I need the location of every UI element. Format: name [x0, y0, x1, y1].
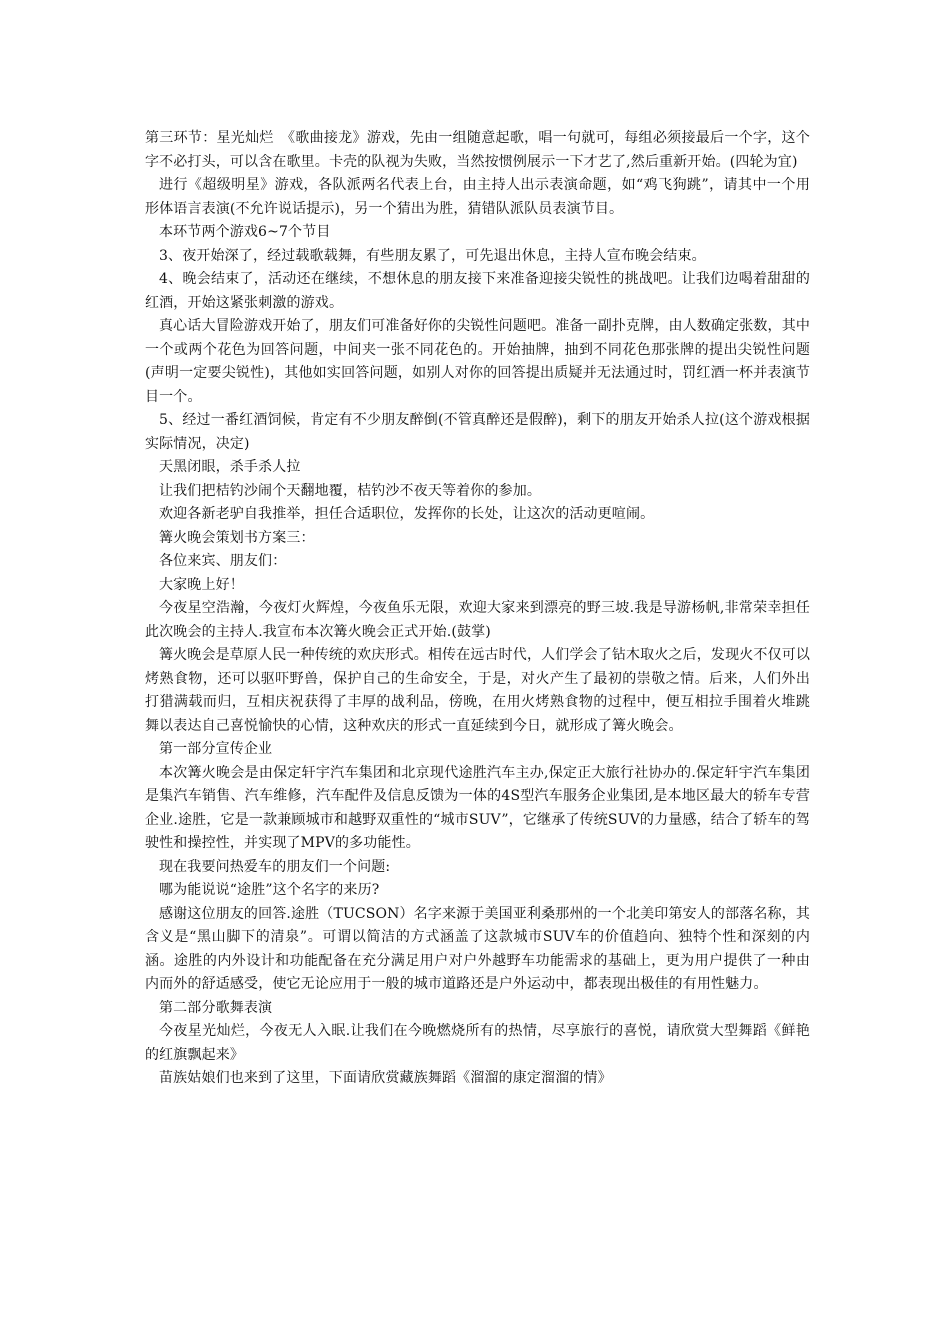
- paragraph: 5、经过一番红酒饲候，肯定有不少朋友醉倒(不管真醉还是假醉)，剩下的朋友开始杀人拉(这个游戏根据实际情况，决定): [145, 412, 810, 452]
- paragraph: 今夜星空浩瀚，今夜灯火辉煌，今夜鱼乐无限，欢迎大家来到漂亮的野三坡.我是导游杨帆,非常荣幸担任此次晚会的主持人.我宣布本次篝火晚会正式开始.(鼓掌): [145, 600, 810, 640]
- paragraph: 让我们把桔钓沙闹个天翻地覆，桔钓沙不夜天等着你的参加。: [159, 482, 542, 499]
- paragraph: 篝火晚会是草原人民一种传统的欢庆形式。相传在远古时代，人们学会了钻木取火之后，发现火不仅可以烤熟食物，还可以驱吓野兽，保护自己的生命安全，于是，对火产生了最初的崇敬之情。后来，人们外出打猎满载而归，互相庆祝获得了丰厚的战利品，傍晚，在用火烤熟食物的过程中，便互相拉手围着火堆跳舞以表达自己喜悦愉快的心情，这种欢庆的形式一直延续到今日，就形成了篝火晚会。: [145, 647, 810, 734]
- paragraph: 4、晚会结束了，活动还在继续，不想休息的朋友接下来准备迎接尖锐性的挑战吧。让我们边喝着甜甜的红酒，开始这紧张刺激的游戏。: [145, 271, 810, 311]
- paragraph: 哪为能说说“途胜”这个名字的来历?: [159, 882, 380, 898]
- section-heading: 第二部分歌舞表演: [159, 999, 273, 1016]
- section-heading: 第一部分宣传企业: [159, 741, 273, 757]
- salutation: 各位来宾、朋友们：: [159, 553, 287, 569]
- paragraph: 苗族姑娘们也来到了这里，下面请欣赏藏族舞蹈《溜溜的康定溜溜的情》: [159, 1070, 612, 1086]
- paragraph: 本次篝火晚会是由保定轩宇汽车集团和北京现代途胜汽车主办,保定正大旅行社协办的.保定轩宇汽车集团是集汽车销售、汽车维修，汽车配件及信息反馈为一体的4S型汽车服务企业集团,是本地区最大的轿车专营企业.途胜，它是一款兼顾城市和越野双重性的“城市SUV”，它继承了传统SUV的力量感，结合了轿车的驾驶性和操控性，并实现了MPV的多功能性。: [145, 764, 810, 851]
- paragraph: 第三环节：星光灿烂 《歌曲接龙》游戏，先由一组随意起歌，唱一句就可，每组必须接最后一个字，这个字不必打头，可以含在歌里。卡壳的队视为失败，当然按惯例展示一下才艺了,然后重新开始。(四轮为宜): [145, 130, 810, 170]
- paragraph: 天黑闭眼，杀手杀人拉: [159, 459, 301, 475]
- paragraph: 感谢这位朋友的回答.途胜（TUCSON）名字来源于美国亚利桑那州的一个北美印第安人的部落名称，其含义是“黑山脚下的清泉”。可谓以简洁的方式涵盖了这款城市SUV车的价值趋向、独特个性和深刻的内涵。途胜的内外设计和功能配备在充分满足用户对户外越野车功能需求的基础上，更为用户提供了一种由内而外的舒适感受，使它无论应用于一般的城市道路还是户外运动中，都表现出极佳的有用性魅力。: [145, 905, 810, 992]
- section-heading: 篝火晚会策划书方案三：: [159, 529, 315, 546]
- paragraph: 本环节两个游戏6~7个节目: [159, 224, 331, 240]
- greeting: 大家晚上好！: [159, 576, 244, 593]
- paragraph: 进行《超级明星》游戏，各队派两名代表上台，由主持人出示表演命题，如“鸡飞狗跳”，请其中一个用形体语言表演(不允许说话提示)，另一个猜出为胜，猜错队派队员表演节目。: [145, 177, 810, 217]
- paragraph: 现在我要问热爱车的朋友们一个问题:: [159, 858, 391, 875]
- document-body: [145, 127, 810, 1091]
- paragraph: 欢迎各新老驴自我推举，担任合适职位，发挥你的长处，让这次的活动更喧闹。: [159, 506, 655, 522]
- paragraph: 真心话大冒险游戏开始了，朋友们可准备好你的尖锐性问题吧。准备一副扑克牌，由人数确定张数，其中一个或两个花色为回答问题，中间夹一张不同花色的。开始抽牌，抽到不同花色那张牌的提出尖锐性问题(声明一定要尖锐性)，其他如实回答问题，如别人对你的回答提出质疑并无法通过时，罚红酒一杯并表演节目一个。: [145, 318, 810, 405]
- paragraph: 今夜星光灿烂，今夜无人入眠.让我们在今晚燃烧所有的热情，尽享旅行的喜悦，请欣赏大型舞蹈《鲜艳的红旗飘起来》: [145, 1023, 810, 1063]
- paragraph: 3、夜开始深了，经过载歌载舞，有些朋友累了，可先退出休息，主持人宣布晚会结束。: [159, 247, 706, 264]
